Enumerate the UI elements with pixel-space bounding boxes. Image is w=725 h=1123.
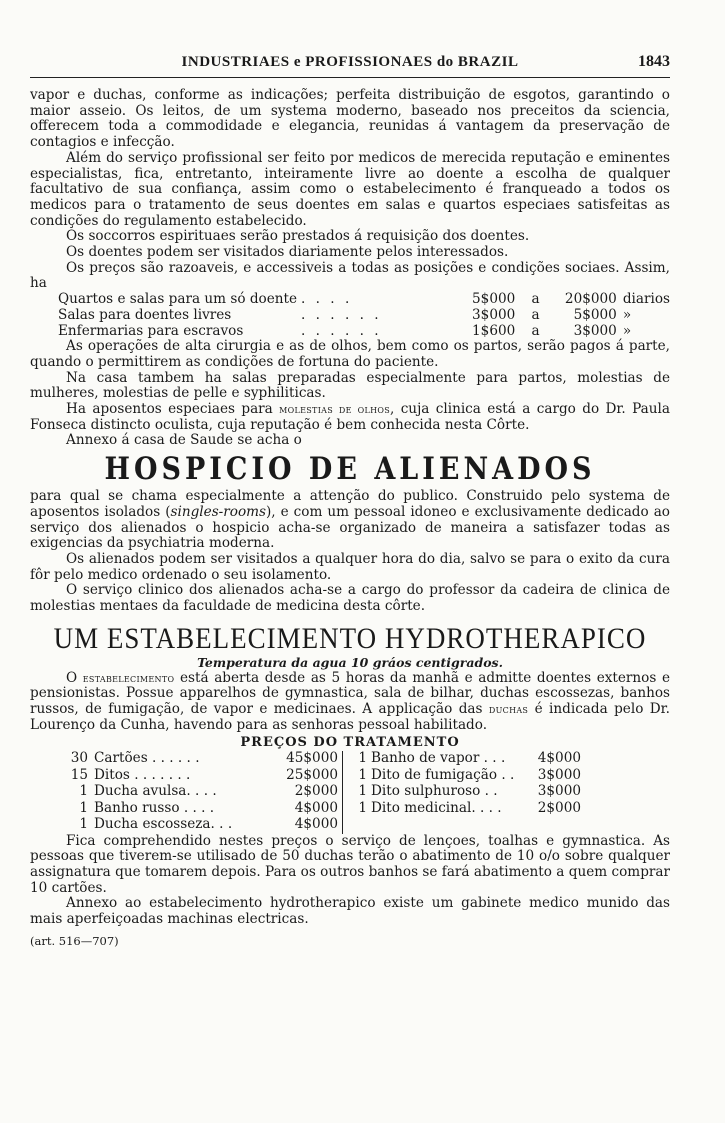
price-right-item: Dito de fumigação . . bbox=[371, 766, 515, 783]
price-value: 25$000 bbox=[272, 768, 343, 785]
hospicio-heading: HOSPICIO DE ALIENADOS bbox=[104, 451, 596, 488]
table-row bbox=[66, 784, 581, 801]
p8-end: , cuja clinica está a cargo do Dr. Paula Fonseca distincto oculista, cuja reputação é bem conhecida nesta Côrte. bbox=[30, 401, 670, 433]
intro-paragraph-3: Os soccorros espirituaes serão prestados á requisição dos doentes. bbox=[66, 228, 530, 245]
rate-a: a bbox=[531, 322, 540, 339]
rates-row bbox=[58, 324, 670, 340]
rate-dots: . . . . . . bbox=[301, 322, 382, 339]
table-row bbox=[66, 751, 581, 768]
hp1-start: para qual se chama especialmente a attenção do publico. Construido pelo systema de aposentos isolados ( bbox=[30, 488, 670, 520]
middle-paragraph-6: As operações de alta cirurgia e as de olhos, bem como os partos, serão pagos á parte, quando o permittirem as condições de fortuna do paciente. bbox=[30, 338, 670, 370]
price-qty: 30 bbox=[70, 750, 88, 767]
price-right-value: 3$000 bbox=[537, 783, 581, 800]
rate-unit: » bbox=[622, 322, 632, 339]
article-body bbox=[30, 88, 670, 949]
price-right-item: Dito medicinal. . . . bbox=[371, 799, 502, 816]
price-right-qty bbox=[343, 817, 372, 834]
price-item: Ducha avulsa. . . . bbox=[94, 783, 217, 800]
price-right-value: 4$000 bbox=[537, 750, 581, 767]
p8-smallcaps: molestias de olhos bbox=[279, 403, 390, 417]
price-right-value: 2$000 bbox=[537, 799, 581, 816]
price-value: 2$000 bbox=[272, 784, 343, 801]
hy-mid: está aberta desde as 5 horas da manhã e admitte doentes externos e pensionistas. Possue apparelhos de gymnastica, sala de bilhar, duchas escossezas, banhos russos, de fumigação, de vapor e medicinaes. A applicação das bbox=[30, 669, 670, 717]
rate-unit: » bbox=[622, 306, 632, 323]
hospicio-paragraph-3: O serviço clinico dos alienados acha-se a cargo do professor da cadeira de clinica de molestias mentaes da faculdade de medicina desta côrte. bbox=[30, 582, 670, 615]
price-item: Banho russo . . . . bbox=[94, 799, 215, 816]
running-header bbox=[30, 52, 670, 74]
middle-paragraph-8 bbox=[30, 402, 670, 433]
rate-dots: . . . . bbox=[301, 291, 353, 308]
price-value: 4$000 bbox=[272, 801, 343, 818]
price-qty: 1 bbox=[79, 799, 88, 816]
hospicio-paragraph-1 bbox=[30, 489, 670, 552]
price-right-value bbox=[521, 817, 581, 834]
price-right-value: 3$000 bbox=[537, 766, 581, 783]
hospicio-paragraph-2: Os alienados podem ser visitados a qualquer hora do dia, salvo se para o exito da cura fôr pelo medico ordenado o seu isolamento. bbox=[30, 550, 670, 583]
hy-smallcaps-2: duchas bbox=[488, 702, 529, 716]
hydro-subtitle: Temperatura da agua 10 gráos centigrados. bbox=[197, 654, 503, 670]
hy-end: é indicada pelo Dr. Lourenço da Cunha, havendo para as senhoras pessoal habilitado. bbox=[30, 700, 670, 733]
rate-to: 3$000 bbox=[573, 322, 617, 339]
rate-label: Salas para doentes livres bbox=[58, 306, 232, 323]
price-item: Ducha escosseza. . . bbox=[94, 816, 233, 833]
rate-from: 1$600 bbox=[472, 322, 516, 339]
hydro-paragraph-1 bbox=[30, 671, 670, 734]
rate-dots: . . . . . . bbox=[301, 306, 382, 323]
rate-from: 3$000 bbox=[472, 306, 516, 323]
price-item: Cartões . . . . . . bbox=[94, 750, 200, 767]
page-number: 1843 bbox=[638, 53, 670, 70]
prices-table bbox=[66, 751, 581, 834]
price-item: Ditos . . . . . . . bbox=[94, 766, 191, 783]
intro-paragraph-2: Além do serviço profissional ser feito por medicos de merecida reputação e eminentes especialistas, fica, entretanto, inteiramente livre ao doente a escolha de qualquer facultativo de sua confiança, assim como o estabelecimento é franqueado a todos os medicos para o tratamento de seus doentes em salas e quartos especiaes satisfeitas as condições do regulamento estabelecido. bbox=[30, 149, 670, 229]
price-right-qty: 1 bbox=[358, 750, 367, 767]
rates-row bbox=[58, 292, 670, 308]
price-right-item bbox=[371, 817, 521, 834]
intro-paragraph-5: Os preços são razoaveis, e accessiveis a todas as posições e condições sociaes. Assim, ha bbox=[30, 259, 670, 292]
price-right-item: Banho de vapor . . . bbox=[371, 750, 506, 767]
article-reference: (art. 516—707) bbox=[30, 933, 119, 948]
hp1-end: ), e com um pessoal idoneo e exclusivamente dedicado ao serviço dos alienados o hospicio acha-se organizado de maneira a satisfazer todas as exigencias da psychiatria moderna. bbox=[30, 503, 670, 552]
closing-paragraph-2: Annexo ao estabelecimento hydrotherapico existe um gabinete medico munido das mais aperfeiçoadas machinas electricas. bbox=[30, 895, 670, 928]
price-qty: 15 bbox=[70, 766, 88, 783]
hydro-heading: UM ESTABELECIMENTO HYDROTHERAPICO bbox=[53, 621, 647, 655]
hp1-italic: singles-rooms bbox=[170, 503, 266, 520]
table-row bbox=[66, 801, 581, 818]
rate-to: 5$000 bbox=[573, 306, 617, 323]
rate-a: a bbox=[531, 306, 540, 323]
rate-label: Quartos e salas para um só doente bbox=[58, 291, 298, 308]
header-rule bbox=[30, 77, 670, 78]
table-row bbox=[66, 817, 581, 834]
intro-paragraph-1: vapor e duchas, conforme as indicações; perfeita distribuição de esgotos, garantindo o maior asseio. Os leitos, de um systema moderno, baseado nos preceitos da sciencia, offerecem toda a commodidade e elegancia, reunidas á vantagem da preservação de contagios e infecção. bbox=[30, 87, 670, 151]
rates-table bbox=[58, 292, 670, 339]
rate-unit: diarios bbox=[622, 291, 670, 308]
rate-from: 5$000 bbox=[472, 291, 516, 308]
rate-to: 20$000 bbox=[564, 291, 617, 308]
rates-row bbox=[58, 308, 670, 324]
price-right-item: Dito sulphuroso . . bbox=[371, 783, 498, 800]
p8-start: Ha aposentos especiaes para bbox=[66, 401, 273, 418]
middle-paragraph-9: Annexo á casa de Saude se acha o bbox=[66, 432, 302, 449]
price-value: 4$000 bbox=[272, 817, 343, 834]
hy-o: O bbox=[66, 669, 78, 686]
price-qty: 1 bbox=[79, 816, 88, 833]
price-right-qty: 1 bbox=[358, 783, 367, 800]
closing-paragraph-1: Fica comprehendido nestes preços o serviço de lençoes, toalhas e gymnastica. As pessoas que tiverem-se utilisado de 50 duchas terão o abatimento de 10 o/o sobre qualquer assignatura que tomarem depois. Para os outros banhos se fará abatimento a quem comprar 10 cartões. bbox=[30, 832, 670, 896]
table-row bbox=[66, 768, 581, 785]
rate-label: Enfermarias para escravos bbox=[58, 322, 244, 339]
running-title: INDUSTRIAES e PROFISSIONAES do BRAZIL bbox=[181, 54, 519, 70]
prices-heading: PREÇOS DO TRATAMENTO bbox=[240, 735, 460, 751]
middle-paragraph-7: Na casa tambem ha salas preparadas especialmente para partos, molestias de mulheres, molestias de pelle e syphiliticas. bbox=[30, 369, 670, 402]
price-value: 45$000 bbox=[272, 751, 343, 768]
price-right-qty: 1 bbox=[358, 799, 367, 816]
intro-paragraph-4: Os doentes podem ser visitados diariamente pelos interessados. bbox=[66, 244, 509, 261]
rate-a: a bbox=[531, 291, 540, 308]
price-qty: 1 bbox=[79, 783, 88, 800]
price-right-qty: 1 bbox=[358, 766, 367, 783]
hy-smallcaps: estabelecimento bbox=[82, 671, 175, 685]
